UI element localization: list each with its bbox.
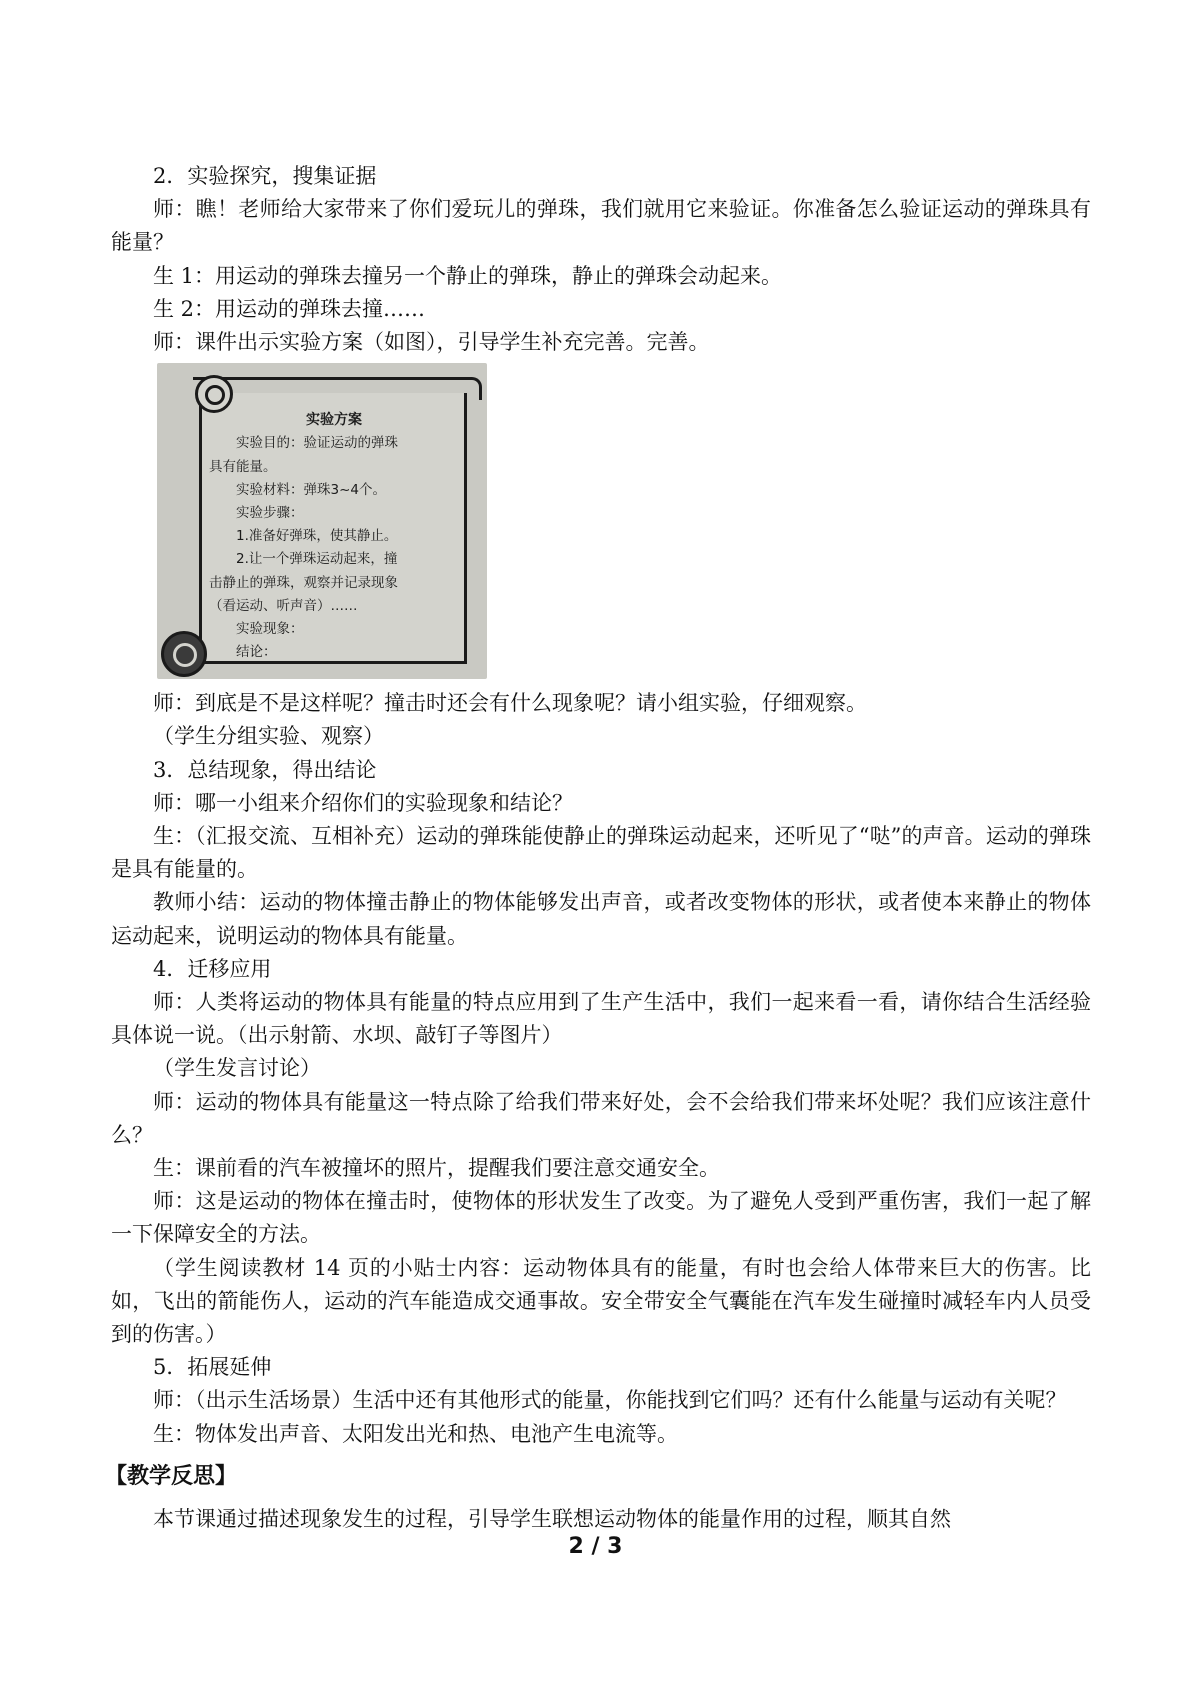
reflection-paragraph: 本节课通过描述现象发生的过程，引导学生联想运动物体的能量作用的过程，顺其自然 <box>153 1506 951 1531</box>
paragraph: 4．迁移应用 <box>153 956 272 981</box>
paragraph: 师：这是运动的物体在撞击时，使物体的形状发生了改变。为了避免人受到严重伤害，我们一起了解一下保障安全的方法。 <box>111 1189 1091 1247</box>
paragraph: （学生分组实验、观察） <box>153 724 384 749</box>
paragraph: 2．实验探究，搜集证据 <box>153 164 377 188</box>
paragraph: 5．拓展延伸 <box>153 1355 272 1380</box>
document-body <box>105 160 1091 1536</box>
page-number: 2 / 3 <box>568 1534 623 1559</box>
paragraph: 3．总结现象，得出结论 <box>153 757 377 782</box>
paragraph: 师：哪一小组来介绍你们的实验现象和结论？ <box>153 790 573 815</box>
plan-line: 实验材料：弹珠3~4个。 <box>236 481 386 498</box>
experiment-plan-title: 实验方案 <box>306 412 362 429</box>
plan-line: 结论： <box>236 644 277 661</box>
paragraph: 生 2：用运动的弹珠去撞…… <box>153 296 426 321</box>
paragraph: 师：课件出示实验方案（如图），引导学生补充完善。完善。 <box>153 330 710 355</box>
experiment-plan-image <box>157 363 487 679</box>
scroll-top-roll <box>193 377 482 400</box>
plan-line: 1.准备好弹珠，使其静止。 <box>236 528 398 545</box>
paragraph: 师：运动的物体具有能量这一特点除了给我们带来好处，会不会给我们带来坏处呢？我们应该注意什么？ <box>111 1089 1091 1147</box>
plan-line: 2.让一个弹珠运动起来，撞 <box>236 551 398 568</box>
paragraph: （学生发言讨论） <box>153 1056 321 1081</box>
plan-line: 实验现象： <box>236 621 304 638</box>
paragraph: 师：瞧！老师给大家带来了你们爱玩儿的弹珠，我们就用它来验证。你准备怎么验证运动的弹珠具有能量？ <box>111 197 1091 255</box>
plan-line: （看运动、听声音）…… <box>209 597 358 614</box>
plan-line: 实验目的：验证运动的弹珠 <box>236 435 398 452</box>
paragraph: 生：物体发出声音、太阳发出光和热、电池产生电流等。 <box>153 1421 678 1446</box>
section-heading-reflection: 【教学反思】 <box>105 1463 238 1489</box>
paragraph: 生 1：用运动的弹珠去撞另一个静止的弹珠，静止的弹珠会动起来。 <box>153 263 783 288</box>
paragraph: 教师小结：运动的物体撞击静止的物体能够发出声音，或者改变物体的形状，或者使本来静止的物体运动起来，说明运动的物体具有能量。 <box>111 890 1091 948</box>
plan-line: 具有能量。 <box>209 458 277 475</box>
plan-line: 实验步骤： <box>236 505 304 522</box>
paragraph: 师：到底是不是这样呢？撞击时还会有什么现象呢？请小组实验，仔细观察。 <box>153 691 867 716</box>
plan-line: 击静止的弹珠，观察并记录现象 <box>209 574 398 591</box>
paragraph: （学生阅读教材 14 页的小贴士内容：运动物体具有的能量，有时也会给人体带来巨大的伤害。比如，飞出的箭能伤人，运动的汽车能造成交通事故。安全带安全气囊能在汽车发生碰撞时减轻车内人员受到的伤害。） <box>111 1255 1091 1347</box>
paragraph: 师：（出示生活场景）生活中还有其他形式的能量，你能找到它们吗？还有什么能量与运动有关呢？ <box>153 1388 1067 1413</box>
paragraph: 师：人类将运动的物体具有能量的特点应用到了生产生活中，我们一起来看一看，请你结合生活经验具体说一说。（出示射箭、水坝、敲钉子等图片） <box>111 990 1091 1048</box>
experiment-plan-text <box>209 409 459 664</box>
paragraph: 生：（汇报交流、互相补充）运动的弹珠能使静止的弹珠运动起来，还听见了“哒”的声音。运动的弹珠是具有能量的。 <box>111 824 1091 882</box>
paragraph: 生：课前看的汽车被撞坏的照片，提醒我们要注意交通安全。 <box>153 1156 720 1181</box>
